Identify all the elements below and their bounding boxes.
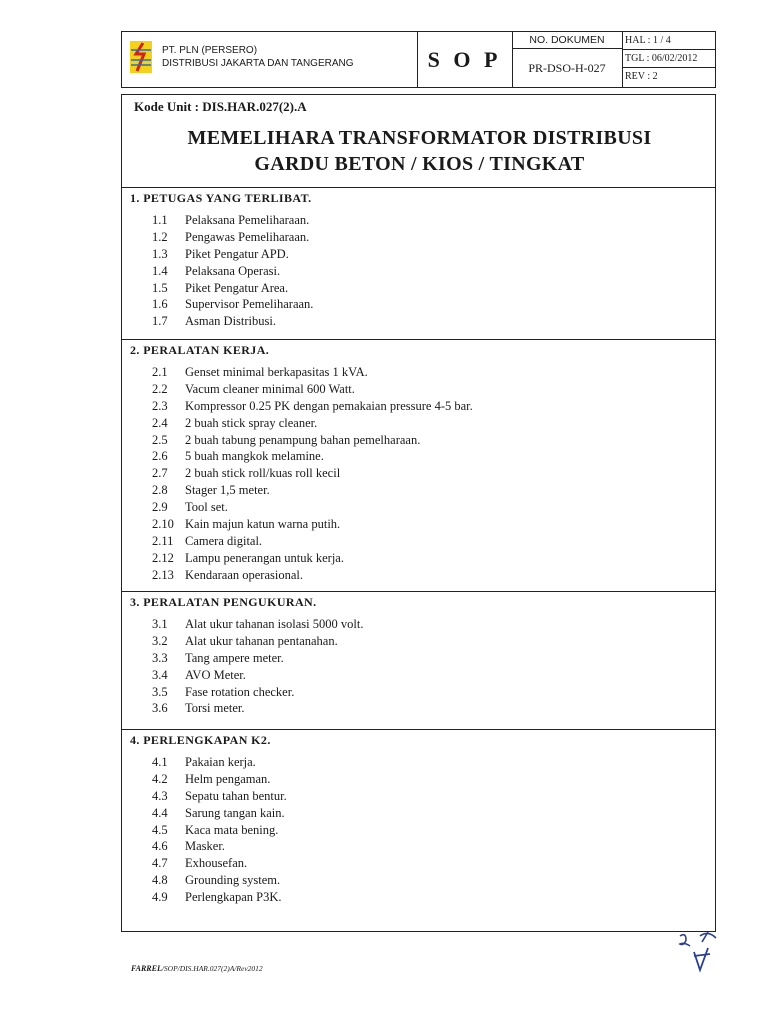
item-number: 2.10 [152, 517, 174, 532]
list-item [152, 416, 473, 433]
section-heading: 2. PERALATAN KERJA. [130, 343, 270, 357]
list-item [152, 264, 313, 281]
item-text: 2 buah tabung penampung bahan pemelharaan. [185, 432, 421, 447]
item-number: 1.4 [152, 263, 168, 278]
item-text: Sepatu tahan bentur. [185, 788, 287, 803]
item-number: 2.3 [152, 398, 168, 413]
list-item [152, 365, 473, 382]
doc-number-value: PR-DSO-H-027 [528, 60, 606, 75]
page-info: HAL : 1 / 4 [622, 32, 715, 50]
revision-info: REV : 2 [625, 71, 658, 82]
list-item [152, 839, 287, 856]
item-text: Pengawas Pemeliharaan. [185, 229, 310, 244]
item-text: 2 buah stick roll/kuas roll kecil [185, 466, 341, 481]
section-list [152, 755, 287, 907]
item-text: Alat ukur tahanan pentanahan. [185, 633, 338, 648]
list-item [152, 433, 473, 450]
item-number: 3.2 [152, 633, 168, 648]
list-item [152, 314, 313, 331]
item-text: Lampu penerangan untuk kerja. [185, 550, 344, 565]
list-item [152, 651, 363, 668]
list-item [152, 634, 363, 651]
item-text: Fase rotation checker. [185, 684, 295, 699]
section-petugas [122, 187, 715, 338]
item-number: 2.9 [152, 500, 168, 515]
item-text: 2 buah stick spray cleaner. [185, 415, 318, 430]
document-header [121, 31, 716, 88]
item-number: 4.3 [152, 788, 168, 803]
section-heading: 3. PERALATAN PENGUKURAN. [130, 595, 317, 609]
item-text: Pelaksana Pemeliharaan. [185, 213, 310, 227]
item-number: 3.1 [152, 617, 168, 631]
item-number: 1.5 [152, 280, 168, 295]
item-number: 1.2 [152, 229, 168, 244]
doc-number-label: NO. DOKUMEN [512, 32, 622, 49]
item-text: Sarung tangan kain. [185, 805, 285, 820]
item-number: 3.6 [152, 701, 168, 716]
item-number: 4.4 [152, 805, 168, 820]
item-text: Vacum cleaner minimal 600 Watt. [185, 381, 355, 396]
company-line1: PT. PLN (PERSERO) [162, 45, 258, 56]
item-text: Kendaraan operasional. [185, 567, 303, 582]
item-number: 3.4 [152, 667, 168, 682]
signature-initials-icon [672, 930, 732, 980]
list-item [152, 382, 473, 399]
section-heading: 4. PERLENGKAPAN K2. [130, 733, 271, 747]
item-text: 5 buah mangkok melamine. [185, 449, 324, 464]
title-line2: GARDU BETON / KIOS / TINGKAT [254, 153, 585, 175]
sop-content-box [121, 94, 716, 932]
doc-meta-cell [622, 32, 715, 87]
item-text: Kaca mata bening. [185, 822, 279, 837]
company-line2: DISTRIBUSI JAKARTA DAN TANGERANG [162, 58, 354, 69]
item-text: Torsi meter. [185, 701, 245, 716]
list-item [152, 500, 473, 517]
pln-logo-icon [129, 40, 153, 74]
item-number: 4.6 [152, 839, 168, 854]
item-number: 1.6 [152, 297, 168, 312]
item-number: 2.2 [152, 381, 168, 396]
list-item [152, 668, 363, 685]
item-text: Tang ampere meter. [185, 650, 284, 665]
section-list [152, 213, 313, 331]
item-number: 2.7 [152, 466, 168, 481]
item-text: Genset minimal berkapasitas 1 kVA. [185, 365, 368, 379]
item-number: 2.11 [152, 533, 174, 548]
date-info: TGL : 06/02/2012 [622, 50, 715, 68]
item-text: Perlengkapan P3K. [185, 890, 282, 905]
list-item [152, 755, 287, 772]
list-item [152, 873, 287, 890]
item-number: 4.2 [152, 771, 168, 786]
list-item [152, 399, 473, 416]
item-text: Tool set. [185, 500, 228, 515]
list-item [152, 551, 473, 568]
footer-author: FARREL [131, 964, 162, 973]
company-name [162, 44, 354, 70]
list-item [152, 856, 287, 873]
item-text: Camera digital. [185, 533, 263, 548]
list-item [152, 483, 473, 500]
list-item [152, 806, 287, 823]
unit-code: Kode Unit : DIS.HAR.027(2).A [134, 99, 307, 114]
item-text: Grounding system. [185, 873, 281, 888]
list-item [152, 701, 363, 718]
item-text: Supervisor Pemeliharaan. [185, 297, 314, 312]
list-item [152, 517, 473, 534]
list-item [152, 789, 287, 806]
footer-code: /SOP/DIS.HAR.027(2)A/Rev2012 [161, 964, 263, 973]
item-number: 2.13 [152, 567, 174, 582]
document-title [122, 125, 717, 177]
item-number: 2.12 [152, 550, 174, 565]
list-item [152, 568, 473, 585]
section-heading: 1. PETUGAS YANG TERLIBAT. [130, 191, 312, 205]
list-item [152, 823, 287, 840]
section-peralatan-kerja [122, 339, 715, 590]
item-text: Kain majun katun warna putih. [185, 517, 341, 532]
list-item [152, 466, 473, 483]
item-number: 3.3 [152, 650, 168, 665]
list-item [152, 449, 473, 466]
doc-number-cell [512, 32, 623, 87]
title-line1: MEMELIHARA TRANSFORMATOR DISTRIBUSI [187, 127, 652, 149]
item-number: 2.5 [152, 432, 168, 447]
item-text: Kompressor 0.25 PK dengan pemakaian pressure 4-5 bar. [185, 398, 473, 413]
list-item [152, 772, 287, 789]
item-text: Pelaksana Operasi. [185, 263, 281, 278]
section-peralatan-pengukuran [122, 591, 715, 728]
list-item [152, 685, 363, 702]
list-item [152, 534, 473, 551]
item-text: Alat ukur tahanan isolasi 5000 volt. [185, 617, 364, 631]
item-number: 4.7 [152, 856, 168, 871]
item-number: 4.1 [152, 755, 168, 769]
item-number: 4.5 [152, 822, 168, 837]
item-text: Stager 1,5 meter. [185, 483, 270, 498]
item-number: 1.1 [152, 213, 168, 227]
doc-type: S O P [417, 32, 513, 87]
list-item [152, 281, 313, 298]
section-list [152, 365, 473, 585]
list-item [152, 213, 313, 230]
company-cell [122, 32, 418, 87]
item-number: 4.8 [152, 873, 168, 888]
document-footer [131, 964, 263, 973]
item-number: 2.6 [152, 449, 168, 464]
item-text: Helm pengaman. [185, 771, 271, 786]
item-text: AVO Meter. [185, 667, 246, 682]
section-list [152, 617, 363, 718]
item-text: Piket Pengatur Area. [185, 280, 289, 295]
list-item [152, 230, 313, 247]
item-text: Exhousefan. [185, 856, 248, 871]
item-text: Pakaian kerja. [185, 755, 256, 769]
list-item [152, 890, 287, 907]
item-number: 2.4 [152, 415, 168, 430]
section-perlengkapan-k2 [122, 729, 715, 930]
item-number: 1.7 [152, 314, 168, 329]
item-text: Piket Pengatur APD. [185, 246, 289, 261]
item-number: 3.5 [152, 684, 168, 699]
item-number: 2.8 [152, 483, 168, 498]
item-text: Masker. [185, 839, 225, 854]
item-number: 4.9 [152, 890, 168, 905]
item-number: 1.3 [152, 246, 168, 261]
list-item [152, 247, 313, 264]
list-item [152, 297, 313, 314]
item-text: Asman Distribusi. [185, 314, 276, 329]
item-number: 2.1 [152, 365, 168, 379]
list-item [152, 617, 363, 634]
